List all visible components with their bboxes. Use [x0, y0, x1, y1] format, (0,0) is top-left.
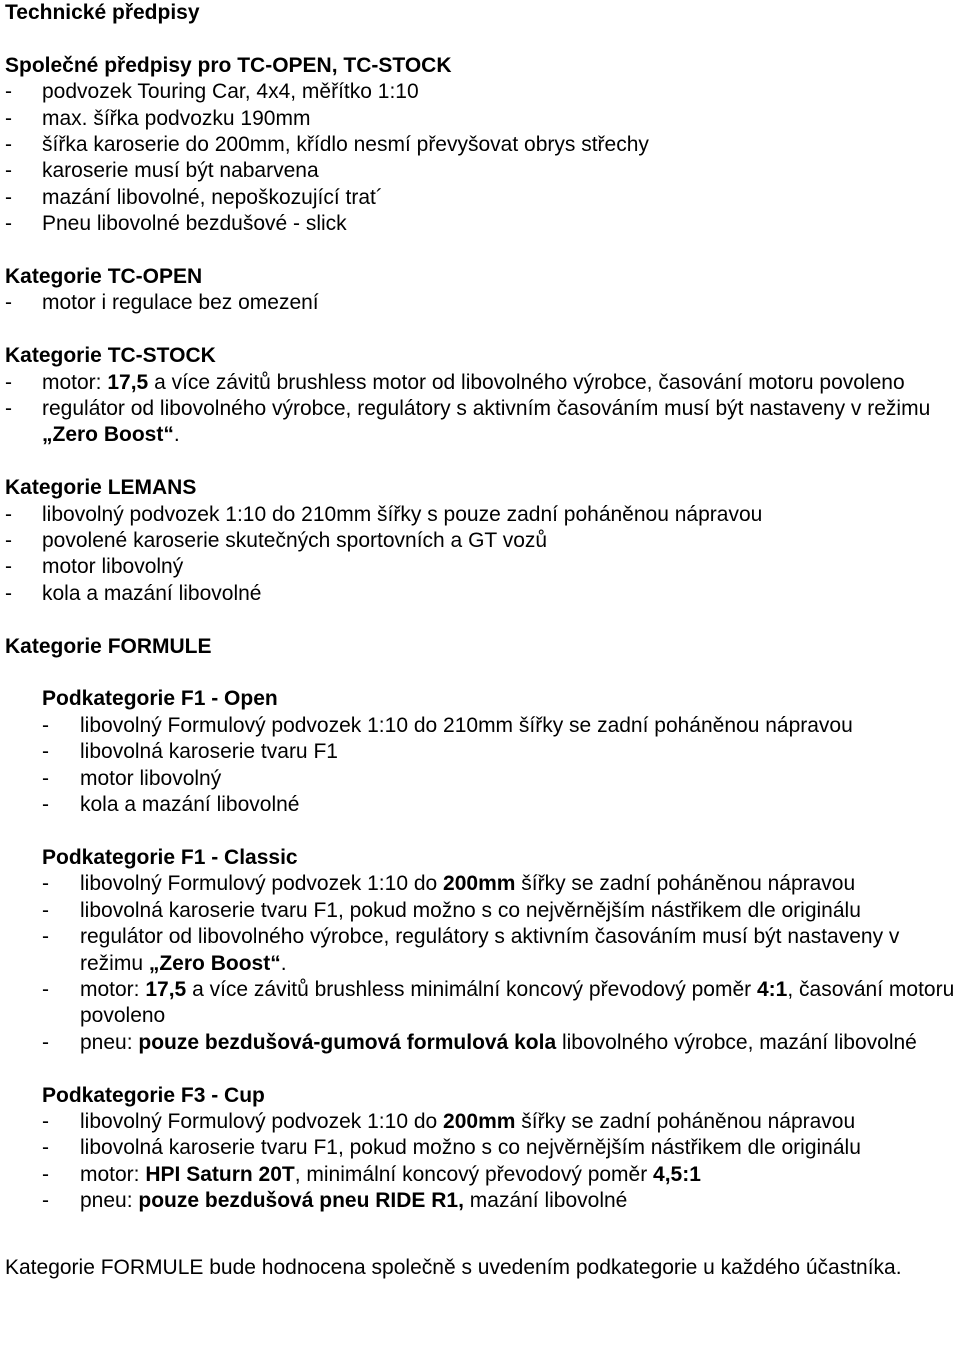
- list-item: - pneu: pouze bezdušová-gumová formulová kola libovolného výrobce, mazání libovolné: [42, 1030, 917, 1054]
- list-item: - pneu: pouze bezdušová pneu RIDE R1, mazání libovolné: [42, 1189, 628, 1213]
- list-item: - regulátor od libovolného výrobce, regulátory s aktivním časováním musí být nastaveny v režimu „Zero Boost“.: [5, 397, 931, 447]
- common-rules-heading: Společné předpisy pro TC-OPEN, TC-STOCK: [5, 53, 452, 77]
- list-item: - mazání libovolné, nepoškozující trat´: [5, 185, 383, 209]
- page-title: Technické předpisy: [5, 1, 200, 24]
- formule-subcategories: [5, 686, 960, 1214]
- list-item: - motor libovolný: [42, 766, 222, 790]
- list-item: - motor: 17,5 a více závitů brushless minimální koncový převodový poměr 4:1, časování motoru povoleno: [42, 977, 955, 1028]
- list-item: - libovolná karoserie tvaru F1, pokud možno s co nejvěrnějším nástřikem dle originálu: [42, 1136, 861, 1160]
- list-item: - karoserie musí být nabarvena: [5, 159, 319, 183]
- list-item: - max. šířka podvozku 190mm: [5, 106, 311, 130]
- list-item: - motor libovolný: [5, 555, 184, 579]
- footer-note: Kategorie FORMULE bude hodnocena společně s uvedením podkategorie u každého účastníka.: [5, 1255, 902, 1279]
- f1-open-heading: Podkategorie F1 - Open: [42, 687, 278, 711]
- tc-open-heading: Kategorie TC-OPEN: [5, 265, 203, 289]
- list-item: - kola a mazání libovolné: [42, 793, 300, 817]
- common-rules-list: [5, 79, 960, 237]
- list-item: - libovolný Formulový podvozek 1:10 do 200mm šířky se zadní poháněnou nápravou: [42, 1109, 856, 1133]
- list-item: - podvozek Touring Car, 4x4, měřítko 1:10: [5, 80, 419, 104]
- list-item: - motor i regulace bez omezení: [5, 291, 319, 315]
- list-item: - Pneu libovolné bezdušové - slick: [5, 212, 347, 236]
- f1-classic-heading: Podkategorie F1 - Classic: [42, 845, 298, 869]
- list-item: - povolené karoserie skutečných sportovních a GT vozů: [5, 529, 548, 553]
- list-item: - kola a mazání libovolné: [5, 581, 262, 605]
- tc-stock-heading: Kategorie TC-STOCK: [5, 344, 216, 368]
- list-item: - libovolný Formulový podvozek 1:10 do 210mm šířky se zadní poháněnou nápravou: [42, 713, 853, 737]
- list-item: - motor: 17,5 a více závitů brushless motor od libovolného výrobce, časování motoru povoleno: [5, 370, 905, 394]
- list-item: - regulátor od libovolného výrobce, regulátory s aktivním časováním musí být nastaveny v režimu „Zero Boost“.: [42, 925, 900, 975]
- formule-heading: Kategorie FORMULE: [5, 634, 212, 658]
- list-item: - libovolný podvozek 1:10 do 210mm šířky s pouze zadní poháněnou nápravou: [5, 502, 763, 526]
- list-item: - libovolná karoserie tvaru F1, pokud možno s co nejvěrnějším nástřikem dle originálu: [42, 898, 861, 922]
- list-item: - libovolná karoserie tvaru F1: [42, 740, 338, 764]
- list-item: - šířka karoserie do 200mm, křídlo nesmí převyšovat obrys střechy: [5, 133, 649, 157]
- list-item: - motor: HPI Saturn 20T, minimální koncový převodový poměr 4,5:1: [42, 1162, 701, 1186]
- list-item: - libovolný Formulový podvozek 1:10 do 200mm šířky se zadní poháněnou nápravou: [42, 872, 856, 896]
- f3-cup-heading: Podkategorie F3 - Cup: [42, 1083, 265, 1107]
- lemans-heading: Kategorie LEMANS: [5, 476, 197, 500]
